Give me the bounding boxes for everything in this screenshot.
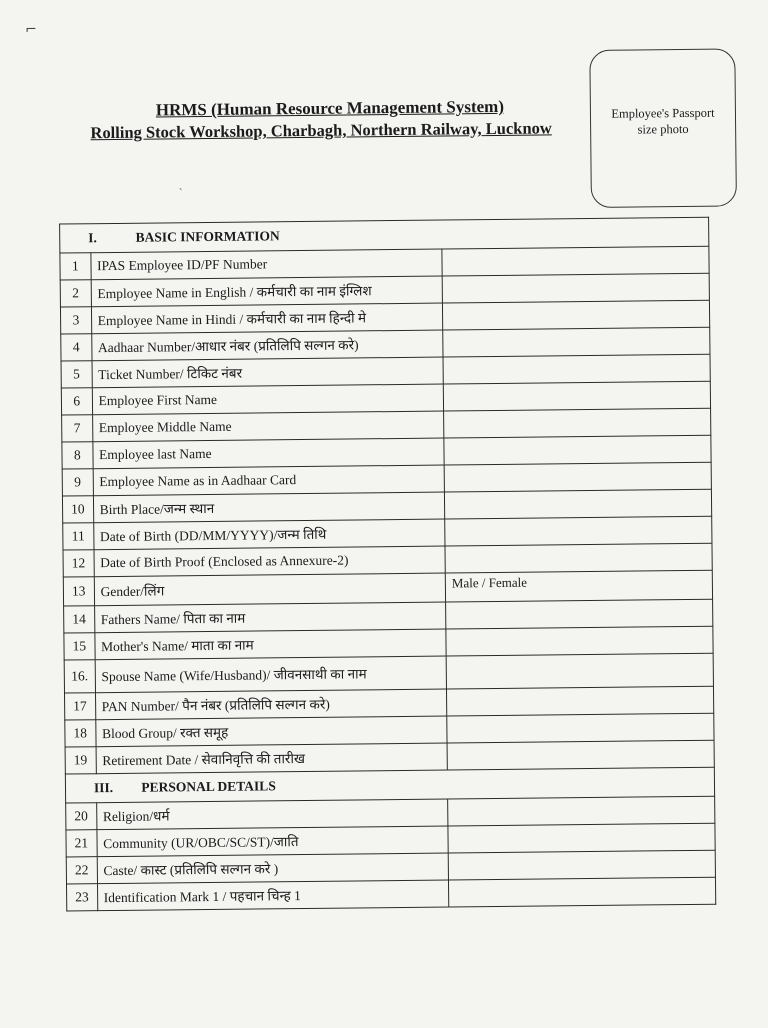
row-label: Employee Name in Hindi / कर्मचारी का नाम हिन्दी मे	[91, 303, 443, 334]
row-number: 9	[62, 469, 93, 496]
row-number: 18	[65, 720, 96, 747]
row-number: 21	[66, 830, 97, 857]
row-label: Employee last Name	[92, 438, 444, 469]
section-number: III.	[93, 780, 114, 796]
section-number: I.	[88, 230, 97, 246]
row-label: Date of Birth Proof (Enclosed as Annexure-2)	[94, 546, 446, 577]
row-label: Blood Group/ रक्त समूह	[95, 716, 447, 747]
name-hindi-field[interactable]	[442, 300, 709, 330]
aadhaar-name-field[interactable]	[444, 462, 711, 492]
pen-dot-decoration: ˋ	[178, 188, 184, 200]
pan-number-field[interactable]	[446, 686, 713, 716]
row-label: Date of Birth (DD/MM/YYYY)/जन्म तिथि	[93, 519, 445, 550]
row-number: 22	[66, 857, 97, 884]
gender-field[interactable]: Male / Female	[445, 570, 712, 602]
row-number: 10	[62, 496, 93, 523]
form-title: HRMS (Human Resource Management System)	[155, 96, 505, 120]
row-number: 16.	[64, 660, 95, 693]
identification-mark-field[interactable]	[448, 877, 715, 907]
form-header	[56, 96, 586, 144]
row-number: 15	[64, 633, 95, 660]
row-number: 20	[66, 803, 97, 830]
row-number: 2	[60, 280, 91, 307]
row-label: Mother's Name/ माता का नाम	[94, 629, 446, 660]
birth-place-field[interactable]	[444, 489, 711, 519]
pen-mark-decoration: ⌐	[24, 21, 37, 38]
row-label: Employee Name in English / कर्मचारी का नाम इंग्लिश	[91, 276, 443, 307]
ticket-number-field[interactable]	[443, 354, 710, 384]
table-row	[67, 877, 716, 911]
row-label: PAN Number/ पैन नंबर (प्रतिलिपि सल्गन करे)	[95, 689, 447, 720]
row-number: 12	[63, 550, 94, 577]
father-name-field[interactable]	[446, 599, 713, 629]
mother-name-field[interactable]	[446, 626, 713, 656]
row-label: Employee First Name	[92, 384, 444, 415]
passport-photo-box[interactable]	[589, 48, 737, 208]
row-number: 17	[65, 693, 96, 720]
name-english-field[interactable]	[442, 273, 709, 303]
row-label: Employee Name as in Aadhaar Card	[93, 465, 445, 496]
dob-proof-field[interactable]	[445, 543, 712, 573]
row-label: Gender/लिंग	[94, 573, 446, 606]
row-number: 7	[62, 415, 93, 442]
employee-info-table	[59, 217, 716, 912]
middle-name-field[interactable]	[444, 408, 711, 438]
row-label: Religion/धर्म	[96, 799, 448, 830]
row-label: Ticket Number/ टिकिट नंबर	[92, 357, 444, 388]
blood-group-field[interactable]	[447, 713, 714, 743]
retirement-date-field[interactable]	[447, 740, 714, 770]
row-label: Fathers Name/ पिता का नाम	[94, 602, 446, 633]
section-title: PERSONAL DETAILS	[141, 778, 276, 795]
photo-box-label: Employee's Passport size photo	[611, 105, 715, 137]
row-number: 6	[61, 388, 92, 415]
form-subtitle: Rolling Stock Workshop, Charbagh, Northern Railway, Lucknow	[90, 118, 552, 143]
row-number: 19	[65, 747, 96, 774]
community-field[interactable]	[448, 823, 715, 853]
date-of-birth-field[interactable]	[445, 516, 712, 546]
row-label: Retirement Date / सेवानिवृत्ति की तारीख	[96, 743, 448, 774]
row-number: 23	[67, 884, 98, 911]
row-label: Birth Place/जन्म स्थान	[93, 492, 445, 523]
row-number: 3	[60, 307, 91, 334]
row-label: Community (UR/OBC/SC/ST)/जाति	[97, 826, 449, 857]
row-label: Identification Mark 1 / पहचान चिन्ह 1	[97, 880, 449, 911]
row-number: 5	[61, 361, 92, 388]
row-label: Spouse Name (Wife/Husband)/ जीवनसाथी का नाम	[95, 656, 447, 693]
row-number: 14	[64, 606, 95, 633]
religion-field[interactable]	[448, 796, 715, 826]
employee-id-field[interactable]	[442, 246, 709, 276]
row-number: 1	[60, 253, 91, 280]
row-label: IPAS Employee ID/PF Number	[90, 249, 442, 280]
section-title: BASIC INFORMATION	[135, 228, 280, 245]
row-number: 11	[63, 523, 94, 550]
row-number: 4	[61, 334, 92, 361]
caste-field[interactable]	[448, 850, 715, 880]
row-label: Aadhaar Number/आधार नंबर (प्रतिलिपि सल्गन करे)	[91, 330, 443, 361]
row-label: Employee Middle Name	[92, 411, 444, 442]
last-name-field[interactable]	[444, 435, 711, 465]
spouse-name-field[interactable]	[446, 653, 713, 689]
row-number: 13	[63, 577, 94, 606]
row-number: 8	[62, 442, 93, 469]
first-name-field[interactable]	[443, 381, 710, 411]
row-label: Caste/ कास्ट (प्रतिलिपि सल्गन करे )	[97, 853, 449, 884]
aadhaar-number-field[interactable]	[443, 327, 710, 357]
